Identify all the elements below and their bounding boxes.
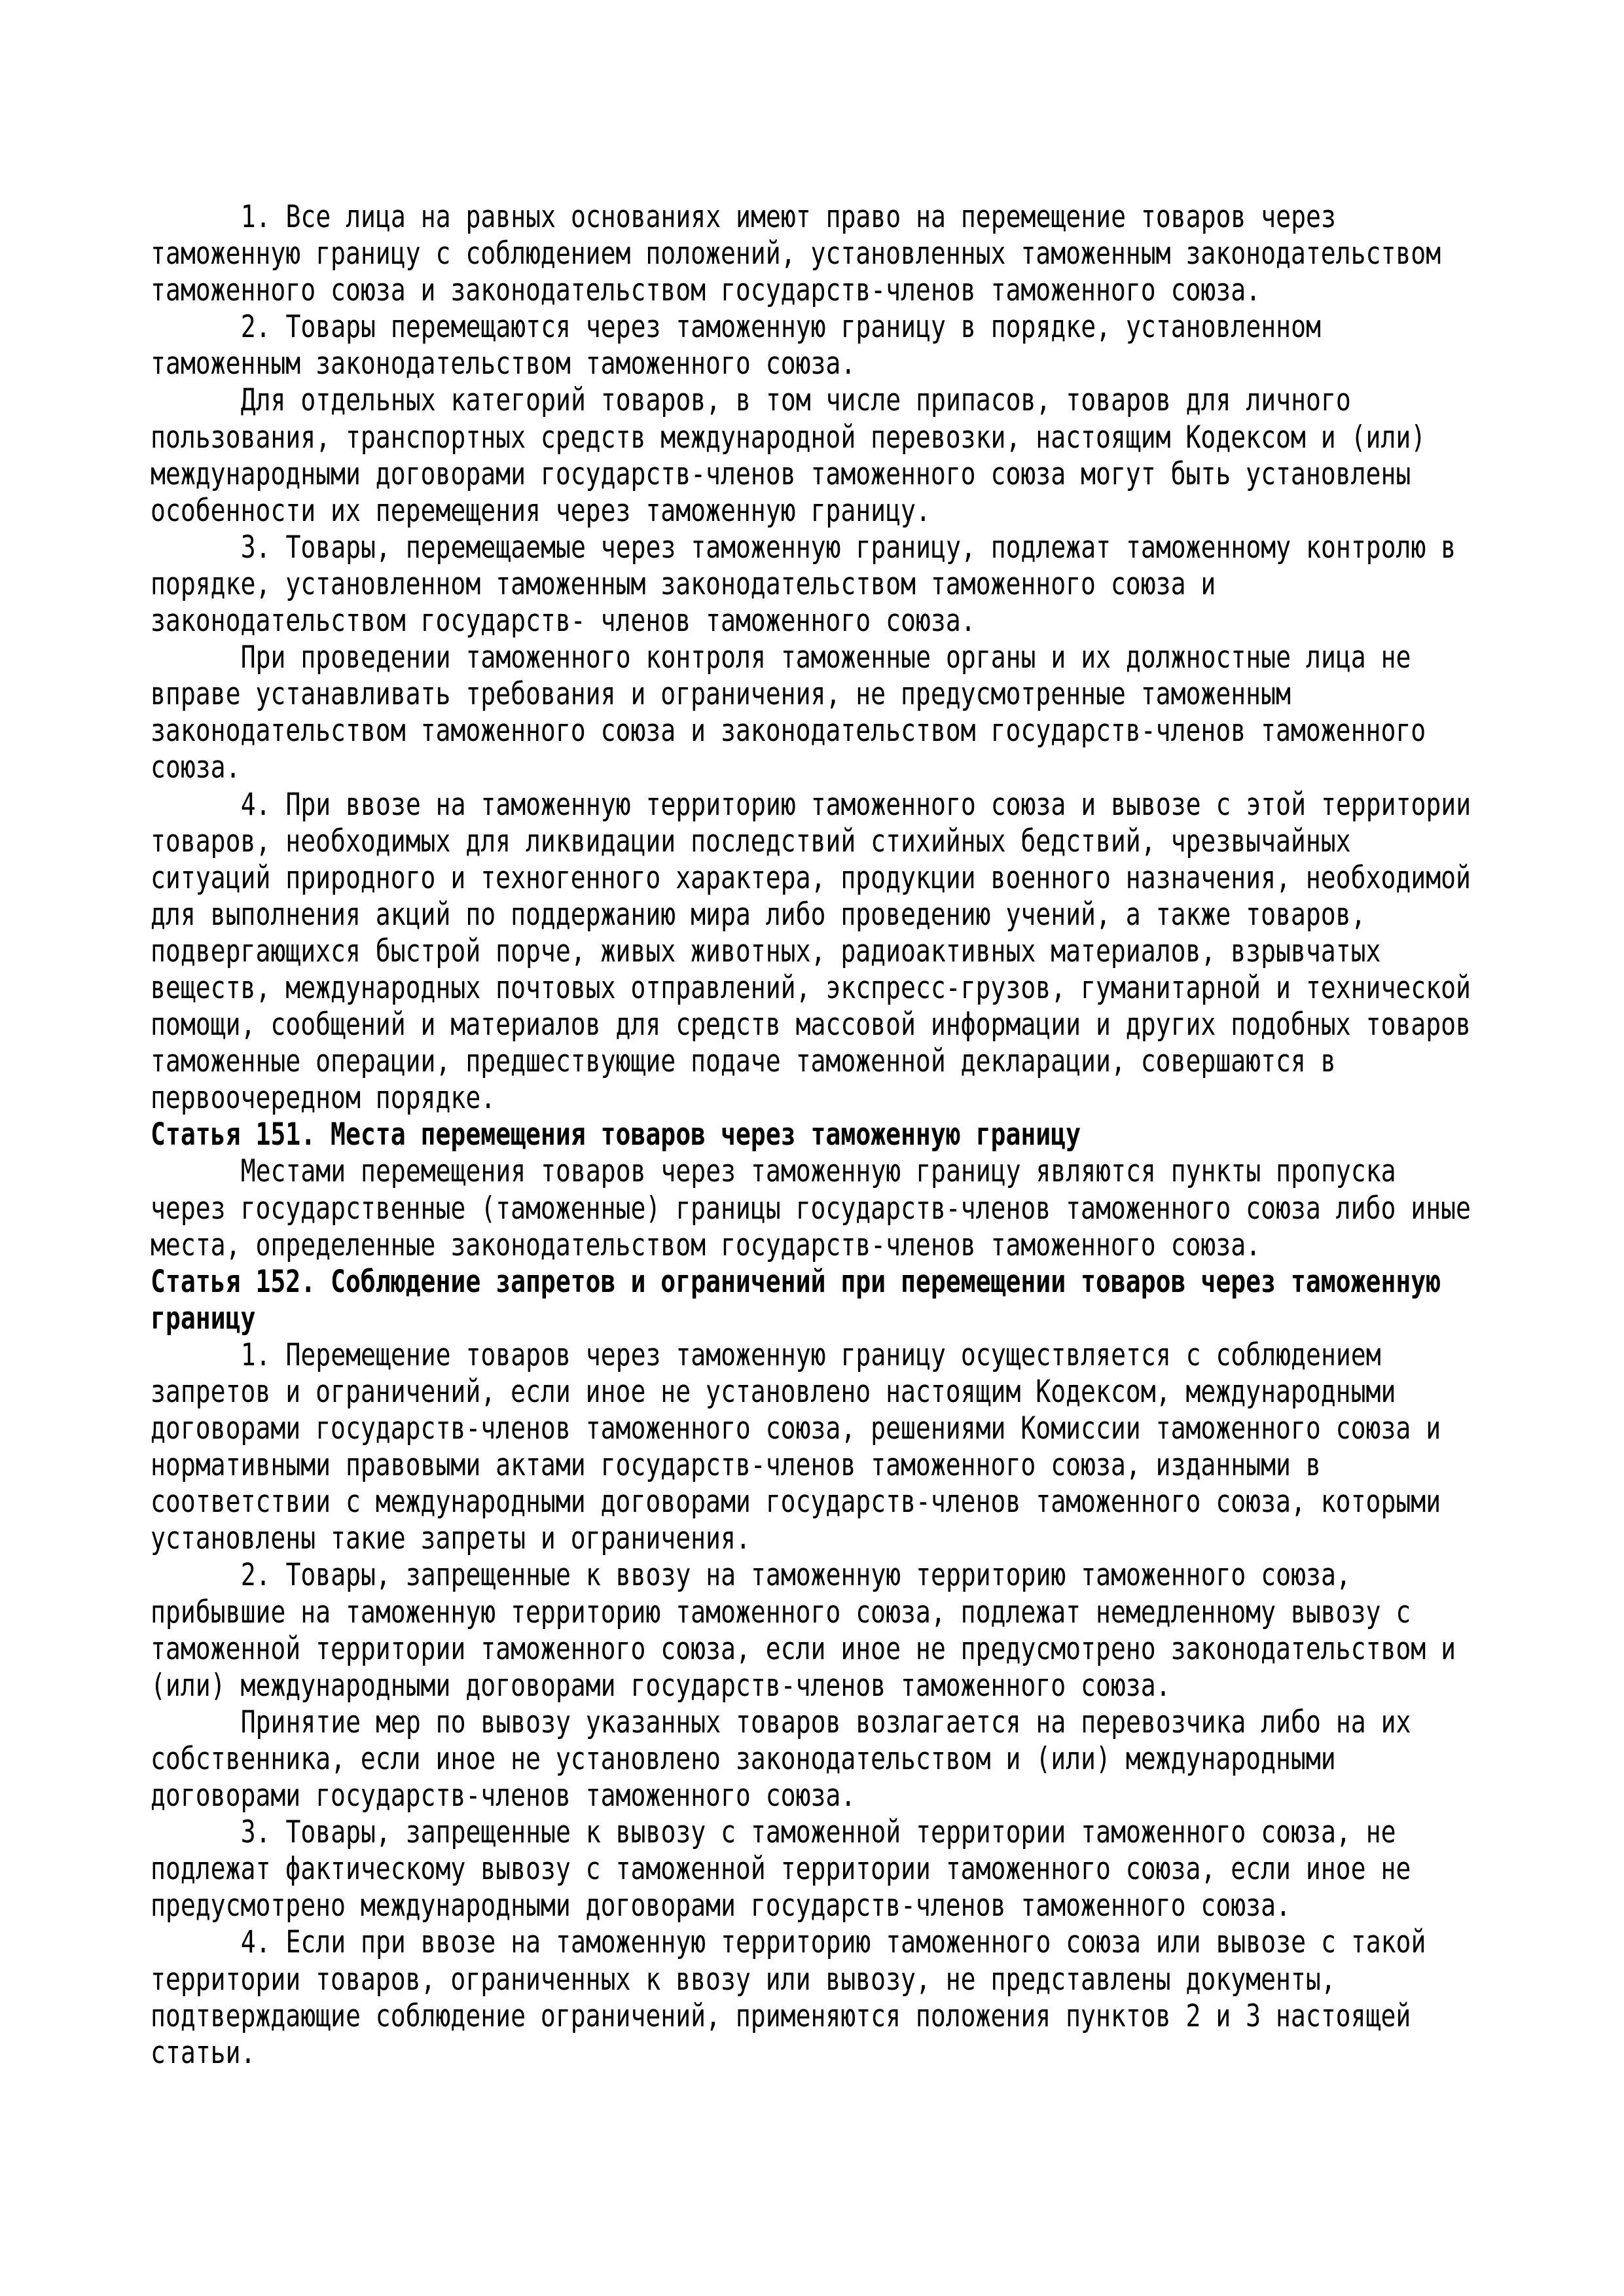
text-line: международными договорами государств-членов таможенного союза могут быть установлены [151, 456, 1411, 492]
text-line: 3. Товары, запрещенные к вывозу с таможенной территории таможенного союза, не [240, 1814, 1396, 1851]
paragraph [151, 1704, 1624, 1814]
text-line: 1. Перемещение товаров через таможенную границу осуществляется с соблюдением [240, 1336, 1381, 1373]
text-line: ситуаций природного и техногенного характера, продукции военного назначения, необходимой [151, 859, 1471, 896]
text-line: собственника, если иное не установлено законодательством и (или) международными [151, 1740, 1336, 1777]
text-line: помощи, сообщений и материалов для средств массовой информации и других подобных товаров [151, 1007, 1471, 1043]
text-line: для выполнения акций по поддержанию мира либо проведению учений, а также товаров, [151, 896, 1366, 933]
text-line: таможенного союза и законодательством государств-членов таможенного союза. [151, 272, 1261, 309]
text-line: союза. [151, 749, 241, 786]
text-line: 4. При ввозе на таможенную территорию таможенного союза и вывозе с этой территории [240, 786, 1471, 823]
text-line: договорами государств-членов таможенного союза. [151, 1778, 856, 1814]
text-line: таможенную границу с соблюдением положений, установленных таможенным законодательством [151, 236, 1441, 272]
paragraph [151, 1153, 1624, 1263]
text-line: Статья 152. Соблюдение запретов и ограничений при перемещении товаров через таможенную [151, 1263, 1441, 1300]
paragraph [151, 1814, 1624, 1924]
text-line: Для отдельных категорий товаров, в том числе припасов, товаров для личного [240, 382, 1351, 419]
text-line: таможенной территории таможенного союза, если иное не предусмотрено законодательством и [151, 1630, 1456, 1667]
text-line: места, определенные законодательством государств-членов таможенного союза. [151, 1227, 1261, 1263]
text-line: предусмотрено международными договорами государств-членов таможенного союза. [151, 1888, 1291, 1924]
text-line: подлежат фактическому вывозу с таможенной территории таможенного союза, если иное не [151, 1851, 1411, 1888]
text-line: 3. Товары, перемещаемые через таможенную границу, подлежат таможенному контролю в [240, 529, 1456, 565]
text-line: Местами перемещения товаров через таможенную границу являются пункты пропуска [240, 1153, 1396, 1190]
paragraph [151, 1557, 1624, 1704]
text-line: через государственные (таможенные) границы государств-членов таможенного союза либо иные [151, 1190, 1471, 1227]
text-line: первоочередном порядке. [151, 1080, 496, 1117]
paragraph [151, 309, 1624, 382]
text-line: (или) международными договорами государств-членов таможенного союза. [151, 1667, 1171, 1704]
text-line: соответствии с международными договорами государств-членов таможенного союза, которыми [151, 1484, 1441, 1520]
text-line: товаров, необходимых для ликвидации последствий стихийных бедствий, чрезвычайных [151, 823, 1351, 859]
paragraph [151, 639, 1624, 786]
text-line: 2. Товары, запрещенные к ввозу на таможенную территорию таможенного союза, [240, 1557, 1351, 1594]
text-line: Принятие мер по вывозу указанных товаров возлагается на перевозчика либо на их [240, 1704, 1411, 1740]
paragraph [151, 1924, 1624, 2071]
text-line: установлены такие запреты и ограничения. [151, 1520, 751, 1557]
article-heading [151, 1264, 1624, 1337]
text-line: 2. Товары перемещаются через таможенную границу в порядке, установленном [240, 309, 1321, 346]
text-line: 4. Если при ввозе на таможенную территорию таможенного союза или вывозе с такой [240, 1924, 1426, 1961]
paragraph [151, 199, 1624, 309]
document-text [151, 199, 1624, 2072]
paragraph [151, 529, 1624, 639]
text-line: порядке, установленном таможенным законодательством таможенного союза и [151, 565, 1216, 602]
text-line: нормативными правовыми актами государств-членов таможенного союза, изданными в [151, 1447, 1321, 1484]
paragraph [151, 787, 1624, 1117]
text-line: статьи. [151, 2034, 256, 2071]
text-line: При проведении таможенного контроля таможенные органы и их должностные лица не [240, 639, 1411, 676]
text-line: территории товаров, ограниченных к ввозу или вывозу, не представлены документы, [151, 1961, 1336, 1998]
text-line: вправе устанавливать требования и ограничения, не предусмотренные таможенным [151, 676, 1291, 713]
text-line: прибывшие на таможенную территорию таможенного союза, подлежат немедленному вывозу с [151, 1594, 1411, 1630]
text-line: запретов и ограничений, если иное не установлено настоящим Кодексом, международными [151, 1374, 1396, 1410]
text-line: веществ, международных почтовых отправлений, экспресс-грузов, гуманитарной и технической [151, 969, 1471, 1006]
paragraph [151, 1337, 1624, 1558]
text-line: подтверждающие соблюдение ограничений, применяются положения пунктов 2 и 3 настоящей [151, 1998, 1411, 2034]
paragraph [151, 382, 1624, 529]
text-line: подвергающихся быстрой порче, живых животных, радиоактивных материалов, взрывчатых [151, 933, 1381, 969]
text-line: Статья 151. Места перемещения товаров через таможенную границу [151, 1117, 1081, 1153]
text-line: особенности их перемещения через таможенную границу. [151, 492, 931, 529]
text-line: пользования, транспортных средств международной перевозки, настоящим Кодексом и (или) [151, 419, 1426, 456]
text-line: таможенным законодательством таможенного союза. [151, 346, 856, 382]
text-line: границу [151, 1300, 256, 1336]
text-line: законодательством государств- членов таможенного союза. [151, 603, 976, 639]
text-line: законодательством таможенного союза и законодательством государств-членов таможенного [151, 713, 1426, 749]
article-heading [151, 1117, 1624, 1153]
text-line: договорами государств-членов таможенного союза, решениями Комиссии таможенного союза и [151, 1410, 1441, 1447]
text-line: таможенные операции, предшествующие подаче таможенной декларации, совершаются в [151, 1043, 1336, 1080]
text-line: 1. Все лица на равных основаниях имеют право на перемещение товаров через [240, 199, 1336, 235]
